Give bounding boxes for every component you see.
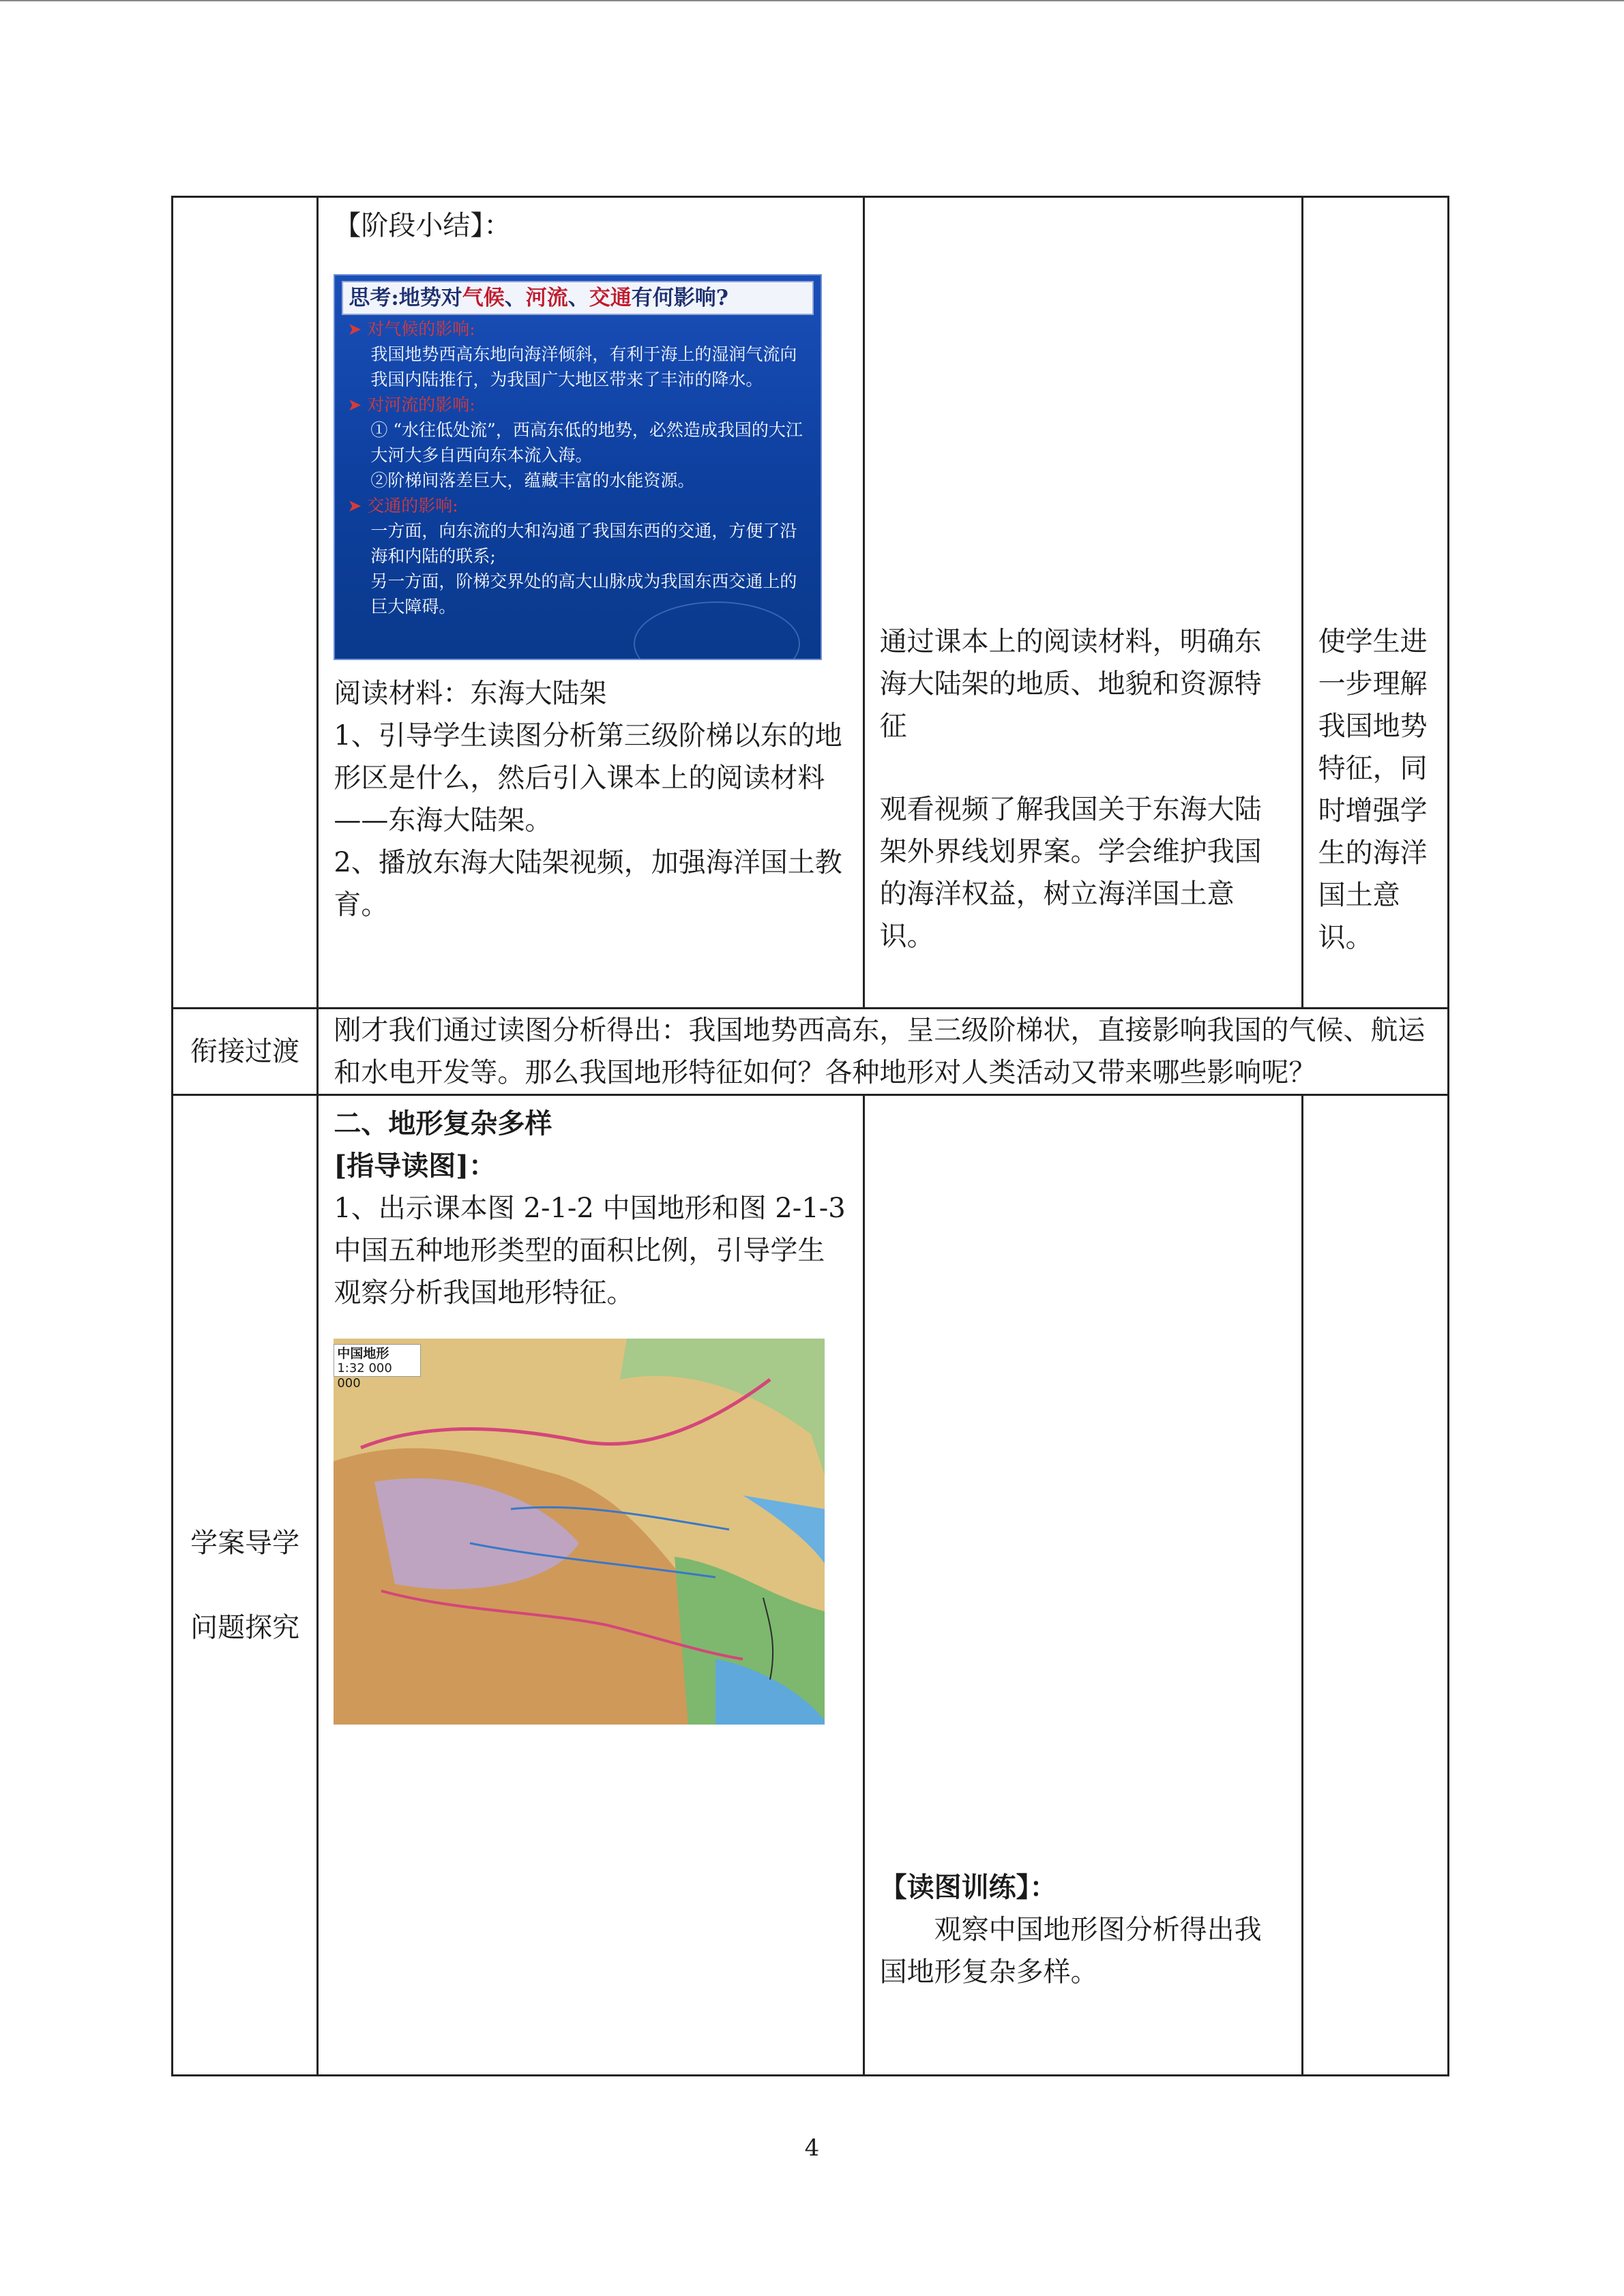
map-title: 中国地形 [337,1346,389,1361]
lesson-table [171,196,1449,2076]
teacher-activity-cell [318,197,863,1009]
student-activity-cell [863,197,1302,1009]
slide-traffic-text2: 另一方面，阶梯交界处的高大山脉成为我国东西交通上的巨大障碍。 [370,571,797,616]
slide-traffic-text1: 一方面，向东流的大和沟通了我国东西的交通，方便了沿海和内陆的联系; [370,521,797,566]
exploration-student-cell [863,1095,1302,2076]
summary-slide-image [334,274,822,660]
summary-title: 【阶段小结】： [334,210,512,241]
section-title: 二、地形复杂多样 [334,1107,552,1139]
guide-text: 1、出示课本图 2-1-2 中国地形和图 2-1-3 中国五种地形类型的面积比例，引导学生观察分析我国地形特征。 [334,1193,846,1309]
exploration-teacher-cell [318,1095,863,2076]
teacher-item-1: 1、引导学生读图分析第三级阶梯以东的地形区是什么，然后引入课本上的阅读材料——东海大陆架。 [334,720,842,836]
slide-river-text1: ① “水往低处流”，西高东低的地势，必然造成我国的大江大河大多自西向东本流入海。 [370,420,803,465]
student-text-1: 通过课本上的阅读材料，明确东海大陆架的地质、地貌和资源特征 [879,626,1262,742]
summary-row [173,197,1449,1009]
row1-label-cell [173,197,318,1009]
transition-row [173,1009,1449,1095]
exploration-label-1: 学案导学 [190,1527,300,1559]
transition-text: 刚才我们通过读图分析得出：我国地势西高东，呈三级阶梯状，直接影响我国的气候、航运和水电开发等。那么我国地形特征如何？各种地形对人类活动又带来哪些影响呢？ [318,1009,1449,1095]
slide-river-text2: ②阶梯间落差巨大，蕴藏丰富的水能资源。 [370,471,695,490]
guide-title: [指导读图]： [334,1150,497,1182]
exploration-label-2: 问题探究 [190,1611,300,1643]
map-graphic [334,1339,825,1725]
china-terrain-map-image [334,1339,825,1725]
top-border [0,0,1624,1]
exploration-intent-cell [1302,1095,1448,2076]
teacher-item-2: 2、播放东海大陆架视频，加强海洋国土教育。 [334,847,842,921]
map-scale: 1:32 000 000 [337,1361,392,1390]
exploration-row [173,1095,1449,2076]
slide-title: 思考:地势对气候、河流、交通有何影响? [342,281,814,315]
page-number: 4 [804,2134,820,2162]
slide-traffic-head: ➤ 交通的影响: [347,496,458,516]
slide-river-head: ➤ 对河流的影响: [347,395,475,415]
exploration-label-cell [173,1095,318,2076]
train-text: 观察中国地形图分析得出我国地形复杂多样。 [879,1914,1262,1988]
map-legend-box [334,1344,421,1390]
design-intent-text: 使学生进一步理解我国地势特征，同时增强学生的海洋国土意识。 [1318,626,1428,953]
reading-title: 阅读材料：东海大陆架 [334,678,607,709]
design-intent-cell [1302,197,1448,1009]
slide-climate-head: ➤ 对气候的影响: [347,319,475,339]
train-title: 【读图训练】： [879,1871,1057,1903]
student-text-2: 观看视频了解我国关于东海大陆架外界线划界案。学会维护我国的海洋权益，树立海洋国土意识。 [879,794,1262,952]
transition-label: 衔接过渡 [173,1009,318,1095]
slide-climate-text: 我国地势西高东地向海洋倾斜，有利于海上的湿润气流向我国内陆推行，为我国广大地区带来了丰沛的降水。 [370,344,797,389]
slide-body [335,315,821,619]
